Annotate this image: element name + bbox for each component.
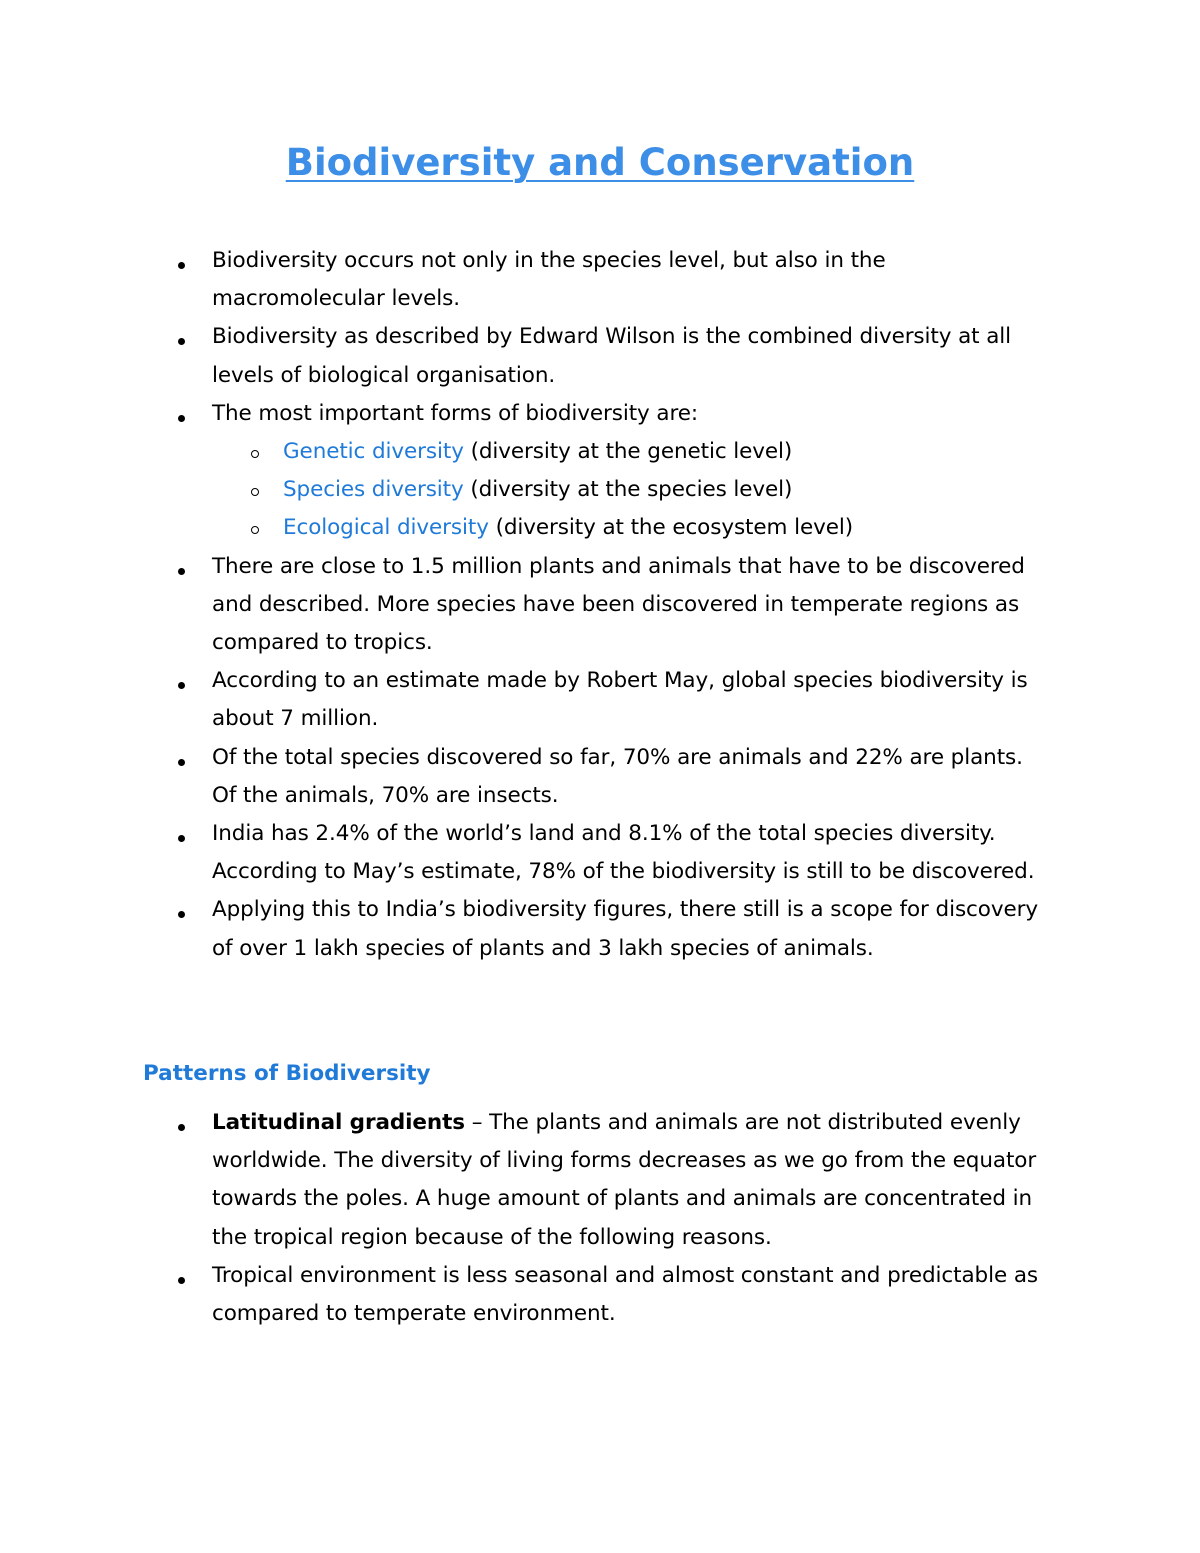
section-heading-patterns: Patterns of Biodiversity bbox=[143, 1061, 431, 1086]
list-item bbox=[0, 318, 1042, 394]
bullet-icon bbox=[178, 739, 188, 777]
list-item-text: The most important forms of biodiversity are: bbox=[212, 400, 699, 426]
term-description: (diversity at the ecosystem level) bbox=[488, 515, 853, 541]
list-item-text: Tropical environment is less seasonal and almost constant and predictable as compared to temperate environment. bbox=[212, 1262, 1039, 1327]
patterns-bullet-list bbox=[0, 1104, 1200, 1333]
list-item-text: According to an estimate made by Robert May, global species biodiversity is about 7 million. bbox=[212, 668, 1028, 732]
list-item-text: There are close to 1.5 million plants and animals that have to be discovered and described. More species have been discovered in temperate regions as compared to tropics. bbox=[212, 553, 1025, 656]
term-description: (diversity at the species level) bbox=[463, 477, 793, 503]
list-item bbox=[0, 395, 1042, 548]
list-item bbox=[0, 1257, 1042, 1333]
list-item bbox=[0, 548, 1042, 663]
bullet-icon bbox=[178, 662, 188, 700]
list-item-text: India has 2.4% of the world’s land and 8.1% of the total species diversity. According to May’s estimate, 78% of the biodiversity is still to be discovered. bbox=[212, 821, 1035, 885]
term-ecological-diversity: Ecological diversity bbox=[283, 515, 489, 541]
list-item-text: Biodiversity as described by Edward Wilson is the combined diversity at all levels of biological organisation. bbox=[212, 324, 1012, 388]
list-item-text: Of the total species discovered so far, 70% are animals and 22% are plants. Of the animals, 70% are insects. bbox=[212, 744, 1023, 808]
bullet-icon bbox=[178, 1104, 188, 1142]
bullet-icon bbox=[178, 548, 188, 586]
bullet-icon bbox=[178, 815, 188, 853]
list-item bbox=[0, 815, 1042, 891]
list-item bbox=[0, 242, 1042, 318]
list-item bbox=[0, 891, 1042, 967]
term-species-diversity: Species diversity bbox=[283, 477, 464, 503]
latitudinal-gradients-term: Latitudinal gradients bbox=[212, 1110, 465, 1135]
bullet-icon bbox=[178, 891, 188, 929]
sub-list-item bbox=[212, 471, 1043, 509]
main-bullet-list bbox=[0, 242, 1200, 968]
term-description: (diversity at the genetic level) bbox=[463, 439, 793, 465]
list-item bbox=[0, 1104, 1042, 1257]
list-item bbox=[0, 662, 1042, 738]
sub-list-item bbox=[212, 433, 1043, 471]
list-item-text: Biodiversity occurs not only in the species level, but also in the macromolecular levels. bbox=[212, 248, 886, 312]
bullet-icon bbox=[178, 1257, 188, 1295]
bullet-icon bbox=[178, 242, 188, 280]
list-item bbox=[0, 739, 1042, 815]
hollow-bullet-icon bbox=[251, 509, 261, 547]
sub-list-item bbox=[212, 509, 1043, 547]
hollow-bullet-icon bbox=[251, 433, 261, 471]
bullet-icon bbox=[178, 318, 188, 356]
hollow-bullet-icon bbox=[251, 471, 261, 509]
page-title: Biodiversity and Conservation bbox=[285, 141, 915, 184]
list-item-text: Applying this to India’s biodiversity figures, there still is a scope for discovery of over 1 lakh species of plants and 3 lakh species of animals. bbox=[212, 897, 1038, 961]
term-genetic-diversity: Genetic diversity bbox=[283, 439, 464, 465]
forms-sub-list bbox=[212, 433, 1042, 548]
bullet-icon bbox=[178, 395, 188, 433]
list-item-text: – The plants and animals are not distributed evenly worldwide. The diversity of living forms decreases as we go from the equator towards the poles. A huge amount of plants and animals are concentrated in the tropical region because of the following reasons. bbox=[212, 1110, 1037, 1250]
